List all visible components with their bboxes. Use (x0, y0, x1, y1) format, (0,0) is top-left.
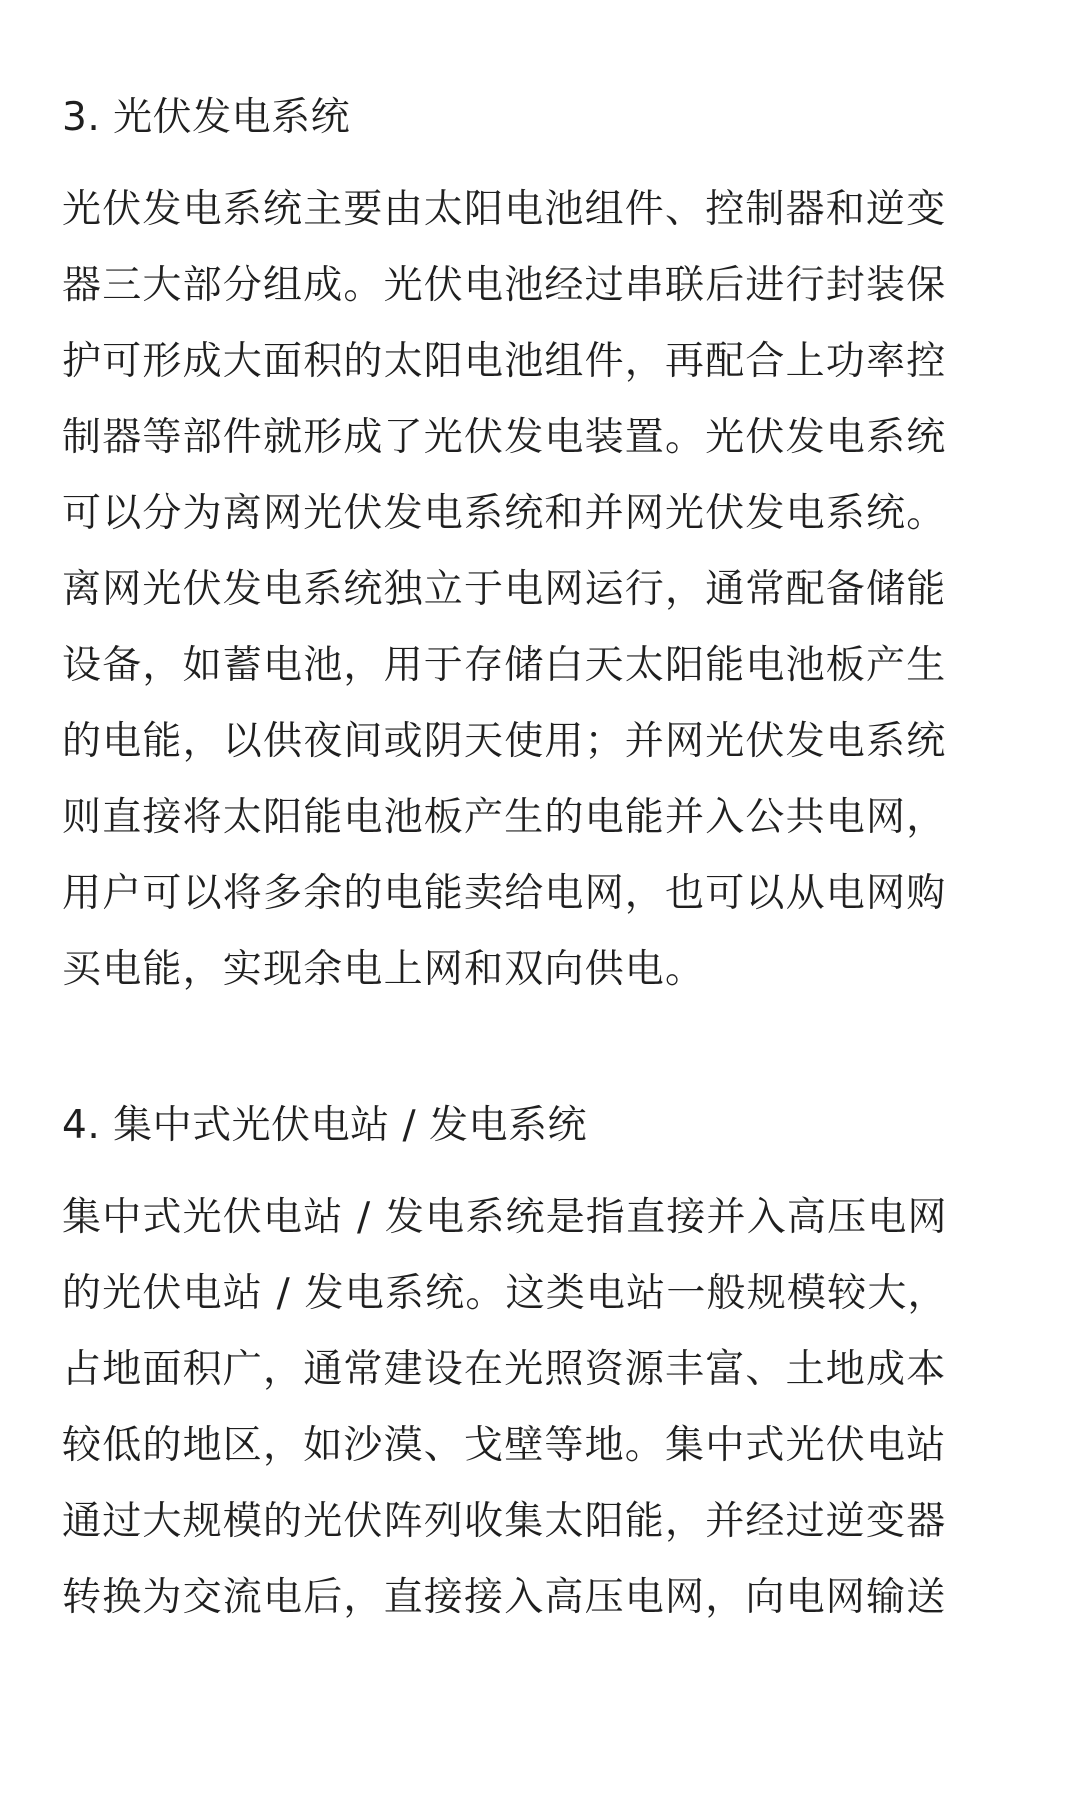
paragraph-line: 的光伏电站 / 发电系统。这类电站一般规模较大， (62, 1271, 948, 1316)
paragraph-line: 离网光伏发电系统独立于电网运行，通常配备储能 (62, 567, 947, 612)
paragraph-line: 的电能，以供夜间或阴天使用；并网光伏发电系统 (62, 719, 947, 764)
paragraph-line: 转换为交流电后，直接接入高压电网，向电网输送 (62, 1575, 947, 1620)
section-3-heading: 3. 光伏发电系统 (62, 95, 351, 140)
section-3-paragraph (62, 172, 1022, 1008)
paragraph-line: 可以分为离网光伏发电系统和并网光伏发电系统。 (62, 491, 947, 536)
paragraph-line: 护可形成大面积的太阳电池组件，再配合上功率控 (62, 339, 947, 384)
paragraph-line: 较低的地区，如沙漠、戈壁等地。集中式光伏电站 (62, 1423, 947, 1468)
paragraph-line: 制器等部件就形成了光伏发电装置。光伏发电系统 (62, 415, 947, 460)
paragraph-line: 用户可以将多余的电能卖给电网，也可以从电网购 (62, 871, 947, 916)
paragraph-line: 集中式光伏电站 / 发电系统是指直接并入高压电网 (62, 1195, 948, 1240)
paragraph-line: 设备，如蓄电池，用于存储白天太阳能电池板产生 (62, 643, 947, 688)
paragraph-line: 则直接将太阳能电池板产生的电能并入公共电网， (62, 795, 947, 840)
paragraph-line: 通过大规模的光伏阵列收集太阳能，并经过逆变器 (62, 1499, 947, 1544)
section-4-heading: 4. 集中式光伏电站 / 发电系统 (62, 1103, 588, 1148)
paragraph-line: 光伏发电系统主要由太阳电池组件、控制器和逆变 (62, 187, 947, 232)
section-4-paragraph (62, 1180, 1022, 1636)
paragraph-line: 买电能，实现余电上网和双向供电。 (62, 947, 706, 992)
paragraph-line: 器三大部分组成。光伏电池经过串联后进行封装保 (62, 263, 947, 308)
paragraph-line: 占地面积广，通常建设在光照资源丰富、土地成本 (62, 1347, 947, 1392)
